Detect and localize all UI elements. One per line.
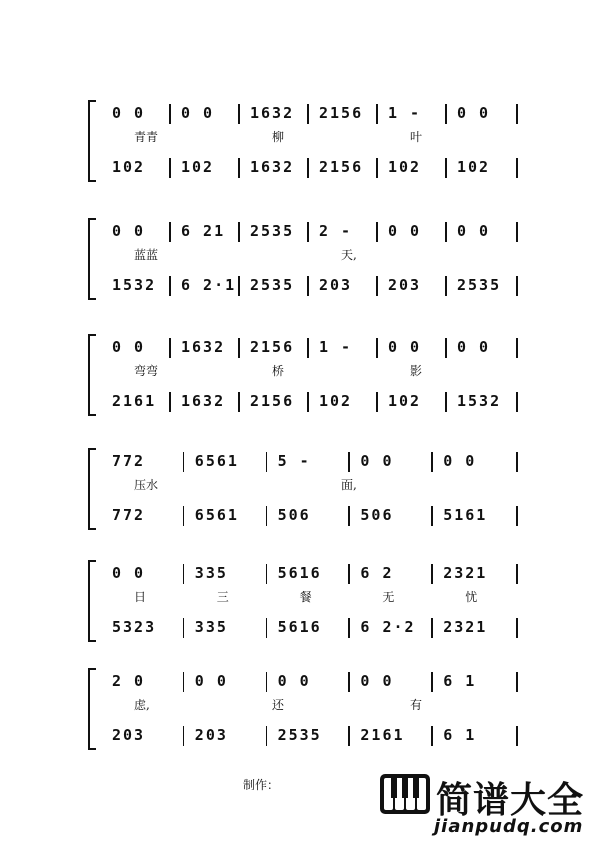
melody-measure: 335	[194, 564, 228, 582]
melody-measure: 0 0	[277, 672, 311, 690]
accompaniment-measure: 203	[112, 726, 146, 744]
staff-row	[104, 564, 518, 584]
score-system	[88, 444, 518, 528]
staff-row	[104, 104, 518, 124]
barline	[445, 276, 447, 296]
lyric-syllable: 面,	[341, 478, 357, 492]
melody-measure: 0 0	[388, 338, 422, 356]
staff-row	[104, 672, 518, 692]
lyric-syllable: 还	[272, 698, 285, 712]
barline	[266, 452, 268, 472]
melody-measure: 1632	[250, 104, 295, 122]
accompaniment-measure: 2161	[112, 392, 157, 410]
melody-measure: 0 0	[360, 452, 394, 470]
site-logo-title: 简谱大全	[436, 780, 585, 821]
lyric-syllable: 弯弯	[134, 364, 159, 378]
lyrics-row	[104, 588, 518, 604]
lyric-syllable: 虑,	[134, 698, 150, 712]
staff-row	[104, 618, 518, 638]
lyrics-row	[104, 128, 518, 144]
barline	[376, 222, 378, 242]
accompaniment-measure: 102	[388, 158, 422, 176]
barline	[516, 726, 518, 746]
lyric-syllable: 桥	[272, 364, 285, 378]
barline	[376, 338, 378, 358]
melody-measure: 0 0	[112, 222, 146, 240]
lyric-syllable: 柳	[272, 130, 285, 144]
barline	[445, 222, 447, 242]
credit-text: 制作：	[243, 778, 280, 792]
barline	[516, 618, 518, 638]
barline	[307, 392, 309, 412]
barline	[445, 158, 447, 178]
barline	[266, 506, 268, 526]
barline	[266, 672, 268, 692]
barline	[348, 672, 350, 692]
barline	[169, 158, 171, 178]
accompaniment-measure: 2535	[457, 276, 502, 294]
melody-measure: 6 21	[181, 222, 226, 240]
melody-measure: 772	[112, 452, 146, 470]
system-bracket	[88, 100, 96, 182]
melody-measure: 1632	[181, 338, 226, 356]
staff-row	[104, 158, 518, 178]
lyric-syllable: 三	[216, 590, 229, 604]
barline	[348, 452, 350, 472]
melody-measure: 2321	[443, 564, 488, 582]
barline	[431, 564, 433, 584]
barline	[307, 104, 309, 124]
barline	[431, 618, 433, 638]
barline	[431, 506, 433, 526]
staff-row	[104, 726, 518, 746]
lyric-syllable: 叶	[410, 130, 423, 144]
lyric-syllable: 青青	[134, 130, 159, 144]
barline	[348, 506, 350, 526]
barline	[516, 564, 518, 584]
accompaniment-measure: 102	[181, 158, 215, 176]
system-bracket	[88, 668, 96, 750]
accompaniment-measure: 102	[388, 392, 422, 410]
staff-row	[104, 276, 518, 296]
system-bracket	[88, 218, 96, 300]
barline	[445, 104, 447, 124]
barline	[307, 158, 309, 178]
accompaniment-measure: 506	[360, 506, 394, 524]
melody-measure: 1 -	[388, 104, 422, 122]
melody-measure: 2156	[250, 338, 295, 356]
barline	[376, 104, 378, 124]
accompaniment-measure: 2156	[319, 158, 364, 176]
barline	[516, 506, 518, 526]
accompaniment-measure: 203	[388, 276, 422, 294]
melody-measure: 6 1	[443, 672, 477, 690]
barline	[431, 672, 433, 692]
accompaniment-measure: 6561	[194, 506, 239, 524]
barline	[307, 276, 309, 296]
barline	[516, 452, 518, 472]
accompaniment-measure: 203	[194, 726, 228, 744]
melody-measure: 0 0	[360, 672, 394, 690]
accompaniment-measure: 102	[112, 158, 146, 176]
melody-measure: 5616	[277, 564, 322, 582]
lyric-syllable: 天,	[341, 248, 357, 262]
lyric-syllable: 忧	[465, 590, 478, 604]
accompaniment-measure: 102	[319, 392, 353, 410]
barline	[183, 672, 185, 692]
staff-row	[104, 506, 518, 526]
barline	[169, 392, 171, 412]
melody-measure: 0 0	[181, 104, 215, 122]
melody-measure: 2535	[250, 222, 295, 240]
accompaniment-measure: 6 2·2	[360, 618, 416, 636]
barline	[169, 104, 171, 124]
melody-measure: 0 0	[457, 222, 491, 240]
melody-measure: 2156	[319, 104, 364, 122]
barline	[431, 726, 433, 746]
site-url: jianpudq.com	[434, 816, 584, 837]
accompaniment-measure: 2161	[360, 726, 405, 744]
score-system	[88, 96, 518, 180]
accompaniment-measure: 6 2·1	[181, 276, 237, 294]
lyric-syllable: 压水	[134, 478, 159, 492]
barline	[238, 158, 240, 178]
accompaniment-measure: 1532	[457, 392, 502, 410]
melody-measure: 0 0	[457, 338, 491, 356]
melody-measure: 0 0	[443, 452, 477, 470]
staff-row	[104, 222, 518, 242]
lyrics-row	[104, 246, 518, 262]
staff-row	[104, 338, 518, 358]
melody-measure: 6 2	[360, 564, 394, 582]
accompaniment-measure: 1532	[112, 276, 157, 294]
lyrics-row	[104, 476, 518, 492]
barline	[266, 726, 268, 746]
barline	[169, 222, 171, 242]
melody-measure: 5 -	[277, 452, 311, 470]
barline	[238, 392, 240, 412]
lyric-syllable: 餐	[299, 590, 312, 604]
barline	[266, 564, 268, 584]
barline	[238, 276, 240, 296]
score-system	[88, 556, 518, 640]
accompaniment-measure: 1632	[181, 392, 226, 410]
accompaniment-measure: 2156	[250, 392, 295, 410]
melody-measure: 0 0	[112, 338, 146, 356]
barline	[169, 276, 171, 296]
melody-measure: 0 0	[457, 104, 491, 122]
melody-measure: 2 -	[319, 222, 353, 240]
accompaniment-measure: 772	[112, 506, 146, 524]
barline	[516, 672, 518, 692]
accompaniment-measure: 5323	[112, 618, 157, 636]
barline	[445, 392, 447, 412]
barline	[348, 618, 350, 638]
barline	[266, 618, 268, 638]
accompaniment-measure: 2321	[443, 618, 488, 636]
piano-keys-icon	[380, 774, 430, 814]
accompaniment-measure: 203	[319, 276, 353, 294]
melody-measure: 0 0	[112, 564, 146, 582]
accompaniment-measure: 5161	[443, 506, 488, 524]
barline	[183, 452, 185, 472]
barline	[516, 392, 518, 412]
lyrics-row	[104, 362, 518, 378]
score-system	[88, 664, 518, 748]
barline	[348, 726, 350, 746]
melody-measure: 1 -	[319, 338, 353, 356]
lyric-syllable: 影	[410, 364, 423, 378]
lyrics-row	[104, 696, 518, 712]
barline	[516, 338, 518, 358]
accompaniment-measure: 5616	[277, 618, 322, 636]
accompaniment-measure: 335	[194, 618, 228, 636]
staff-row	[104, 392, 518, 412]
barline	[516, 158, 518, 178]
score-system	[88, 214, 518, 298]
barline	[183, 726, 185, 746]
lyric-syllable: 有	[410, 698, 423, 712]
barline	[431, 452, 433, 472]
barline	[183, 506, 185, 526]
barline	[516, 104, 518, 124]
barline	[307, 222, 309, 242]
barline	[183, 618, 185, 638]
footer	[0, 772, 595, 842]
system-bracket	[88, 560, 96, 642]
accompaniment-measure: 506	[277, 506, 311, 524]
barline	[183, 564, 185, 584]
melody-measure: 2 0	[112, 672, 146, 690]
accompaniment-measure: 2535	[250, 276, 295, 294]
lyric-syllable: 无	[382, 590, 395, 604]
melody-measure: 0 0	[112, 104, 146, 122]
barline	[376, 276, 378, 296]
accompaniment-measure: 102	[457, 158, 491, 176]
accompaniment-measure: 2535	[277, 726, 322, 744]
barline	[376, 158, 378, 178]
barline	[516, 276, 518, 296]
accompaniment-measure: 6 1	[443, 726, 477, 744]
score-system	[88, 330, 518, 414]
melody-measure: 0 0	[388, 222, 422, 240]
barline	[238, 338, 240, 358]
barline	[238, 222, 240, 242]
barline	[516, 222, 518, 242]
barline	[376, 392, 378, 412]
melody-measure: 6561	[194, 452, 239, 470]
barline	[348, 564, 350, 584]
system-bracket	[88, 334, 96, 416]
barline	[169, 338, 171, 358]
staff-row	[104, 452, 518, 472]
barline	[238, 104, 240, 124]
barline	[307, 338, 309, 358]
melody-measure: 0 0	[194, 672, 228, 690]
lyric-syllable: 蓝蓝	[134, 248, 159, 262]
lyric-syllable: 日	[134, 590, 147, 604]
barline	[445, 338, 447, 358]
accompaniment-measure: 1632	[250, 158, 295, 176]
system-bracket	[88, 448, 96, 530]
